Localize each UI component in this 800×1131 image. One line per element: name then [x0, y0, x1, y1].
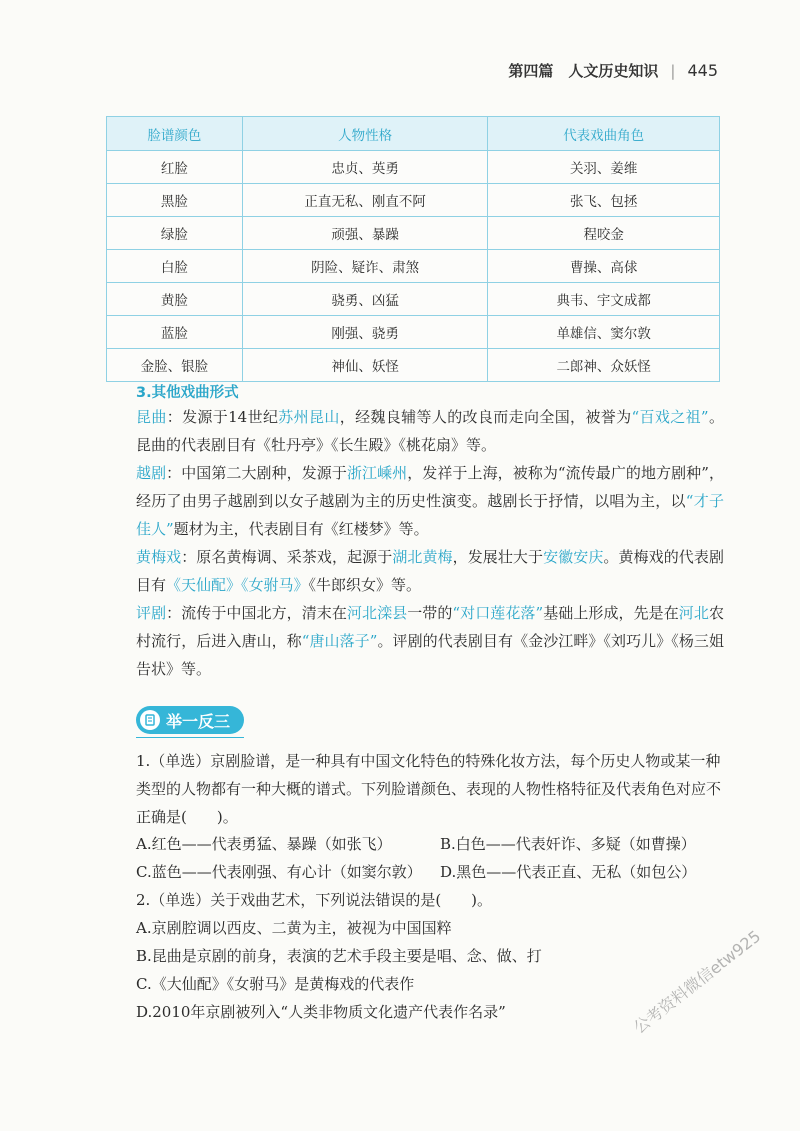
text: ：发源于14世纪: [166, 408, 279, 426]
highlight: “百戏之祖”: [631, 408, 709, 426]
text: 题材为主，代表剧目有《红楼梦》等。: [173, 520, 429, 538]
page-header: [508, 60, 718, 81]
badge-underline: [136, 737, 244, 738]
text: 《牛郎织女》等。: [308, 576, 422, 594]
q1-option-a: A.红色——代表勇猛、暴躁（如张飞）: [136, 835, 392, 853]
highlight: 湖北黄梅: [392, 548, 453, 566]
table-cell: 二郎神、众妖怪: [488, 349, 720, 382]
text: ：流传于中国北方，清末在: [166, 604, 347, 622]
table-row: [107, 250, 720, 283]
text: ：中国第二大剧种，发源于: [166, 464, 347, 482]
highlight: 《天仙配》《女驸马》: [166, 576, 309, 594]
kunqu-paragraph: [136, 403, 724, 459]
highlight: 浙江嵊州: [346, 464, 408, 482]
q1-option-d: D.黑色——代表正直、无私（如包公）: [440, 863, 697, 881]
header-separator: |: [670, 61, 676, 80]
text: 。评剧的代表剧目有《金沙江畔》《刘巧儿》《杨三姐告状》等。: [136, 632, 724, 678]
highlight: 安徽安庆: [543, 548, 604, 566]
table-cell: 绿脸: [107, 217, 243, 250]
highlight: “唐山落子”: [301, 632, 378, 650]
q2-option-a: A.京剧腔调以西皮、二黄为主，被视为中国国粹: [136, 919, 452, 937]
text: 农村流行，后进入唐山，称: [136, 604, 724, 650]
practice-badge-label: 举一反三: [166, 711, 231, 731]
table-cell: 曹操、高俅: [488, 250, 720, 283]
face-color-table: [106, 116, 720, 382]
table-cell: 红脸: [107, 151, 243, 184]
table-cell: 蓝脸: [107, 316, 243, 349]
text: ，发展壮大于: [452, 548, 544, 566]
huangmei-paragraph: [136, 543, 724, 599]
question-1-stem: 1.（单选）京剧脸谱，是一种具有中国文化特色的特殊化妆方法，每个历史人物或某一种类型的人物都有一种大概的谱式。下列脸谱颜色、表现的人物性格特征及代表角色对应不正确是( )。: [136, 752, 722, 826]
chapter-title: 第四篇 人文历史知识: [508, 62, 659, 80]
watermark: 公考资料微信etw925: [629, 926, 765, 1038]
table-cell: 顽强、暴躁: [242, 217, 488, 250]
text: ，发祥于上海，被称为“流传最广的地方剧种”，经历了由男子越剧到以女子越剧为主的历史性演变。越剧长于抒情，以唱为主，以: [136, 464, 724, 510]
table-cell: 忠贞、英勇: [242, 151, 488, 184]
pingju-term: 评剧: [136, 604, 167, 622]
table-row: [107, 151, 720, 184]
page-number: 445: [687, 61, 718, 80]
yueju-paragraph: [136, 459, 724, 543]
table-row: [107, 283, 720, 316]
table-cell: 神仙、妖怪: [242, 349, 488, 382]
q2-option-c: C.《大仙配》《女驸马》是黄梅戏的代表作: [136, 975, 415, 993]
q2-option-b: B.昆曲是京剧的前身，表演的艺术手段主要是唱、念、做、打: [136, 947, 542, 965]
q1-option-b: B.白色——代表奸诈、多疑（如曹操）: [440, 835, 696, 853]
practice-badge: [136, 706, 244, 734]
table-cell: 白脸: [107, 250, 243, 283]
table-cell: 典韦、宇文成都: [488, 283, 720, 316]
yueju-term: 越剧: [136, 464, 167, 482]
table-row: [107, 184, 720, 217]
column-header: 脸谱颜色: [107, 117, 243, 151]
table-cell: 刚强、骁勇: [242, 316, 488, 349]
column-header: 人物性格: [242, 117, 488, 151]
table-row: [107, 316, 720, 349]
q2-option-d: D.2010年京剧被列入“人类非物质文化遗产代表作名录”: [136, 1003, 506, 1021]
highlight: 苏州昆山: [278, 408, 340, 426]
kunqu-term: 昆曲: [136, 408, 167, 426]
text: 一带的: [407, 604, 453, 622]
table-cell: 关羽、姜维: [488, 151, 720, 184]
section-title: 3.其他戏曲形式: [136, 385, 239, 401]
highlight: “对口莲花落”: [452, 604, 544, 622]
column-header: 代表戏曲角色: [488, 117, 720, 151]
table-header-row: [107, 117, 720, 151]
highlight: 河北: [678, 604, 709, 622]
table-cell: 张飞、包拯: [488, 184, 720, 217]
text: 基础上形成，先是在: [543, 604, 679, 622]
q1-option-c: C.蓝色——代表刚强、有心计（如窦尔敦）: [136, 863, 422, 881]
text: 。昆曲的代表剧目有《牡丹亭》《长生殿》《桃花扇》等。: [136, 408, 724, 454]
table-cell: 黑脸: [107, 184, 243, 217]
table-row: [107, 349, 720, 382]
highlight: “才子佳人”: [136, 492, 724, 538]
table-row: [107, 217, 720, 250]
question-2-stem: 2.（单选）关于戏曲艺术，下列说法错误的是( )。: [136, 891, 493, 909]
table-cell: 程咬金: [488, 217, 720, 250]
text: ，经魏良辅等人的改良而走向全国，被誉为: [339, 408, 632, 426]
notebook-icon: [140, 710, 160, 730]
table-cell: 正直无私、刚直不阿: [242, 184, 488, 217]
huangmei-term: 黄梅戏: [136, 548, 182, 566]
pingju-paragraph: [136, 599, 724, 683]
table-cell: 骁勇、凶猛: [242, 283, 488, 316]
text: ：原名黄梅调、采茶戏，起源于: [181, 548, 393, 566]
highlight: 河北滦县: [346, 604, 408, 622]
table-cell: 单雄信、窦尔敦: [488, 316, 720, 349]
table-cell: 阴险、疑诈、肃煞: [242, 250, 488, 283]
table-cell: 黄脸: [107, 283, 243, 316]
table-cell: 金脸、银脸: [107, 349, 243, 382]
text: 。黄梅戏的代表剧目有: [136, 548, 724, 594]
